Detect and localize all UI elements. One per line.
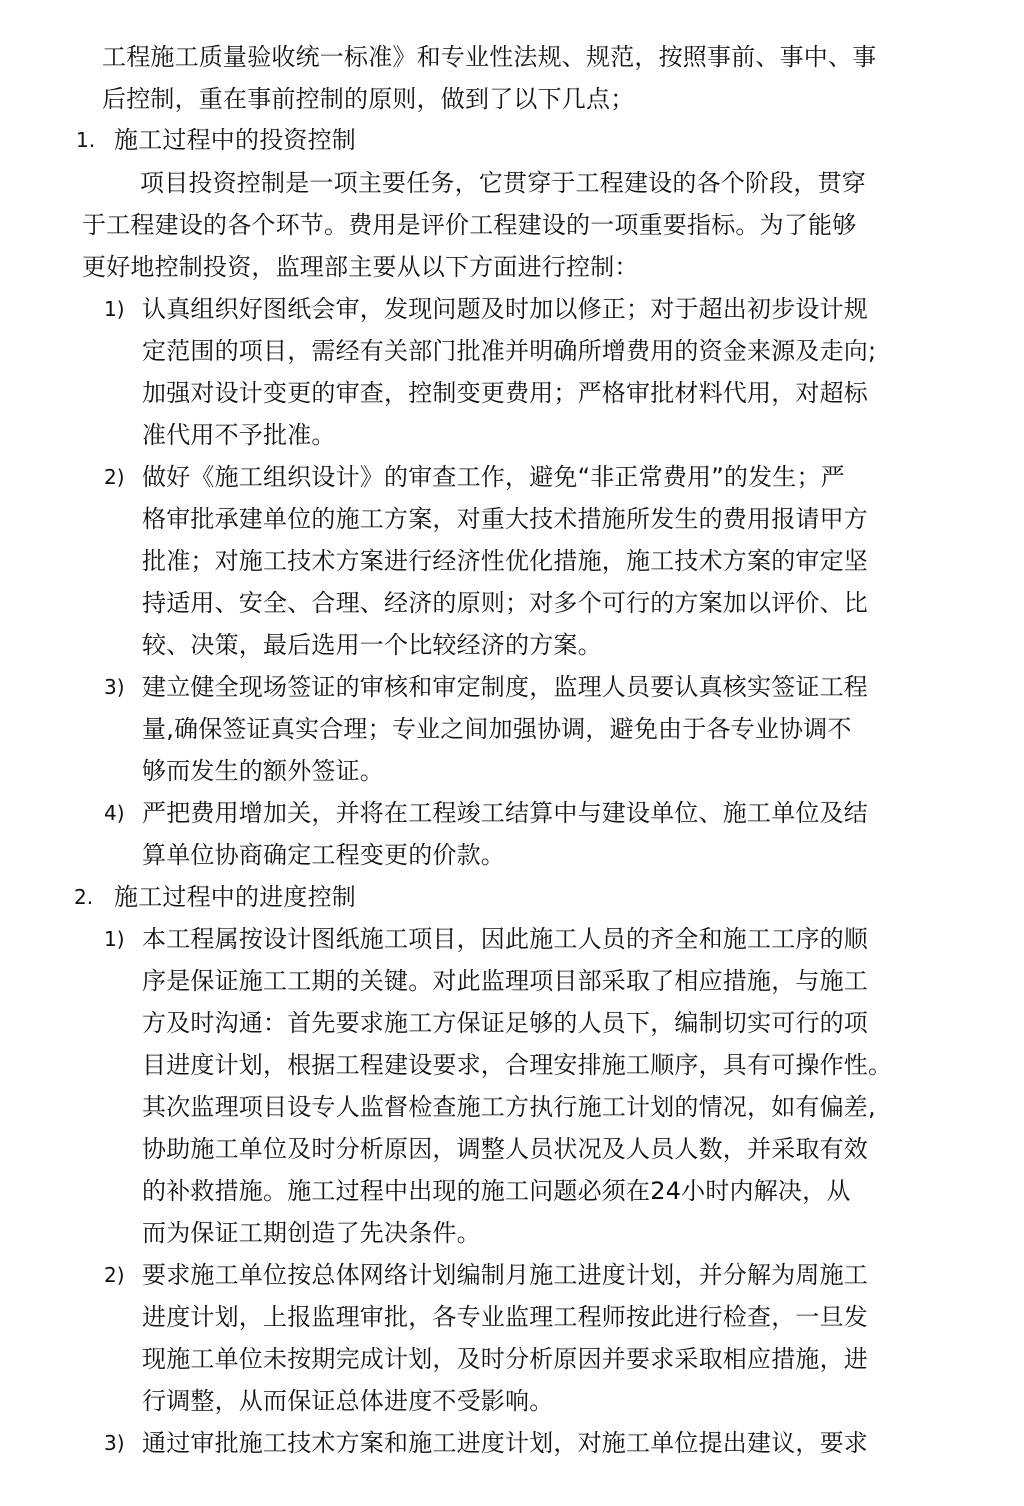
list-item-line: 严把费用增加关，并将在工程竣工结算中与建设单位、施工单位及结 bbox=[142, 799, 868, 827]
list-item-line: 格审批承建单位的施工方案，对重大技术措施所发生的费用报请甲方 bbox=[142, 505, 868, 533]
list-item-number: 3) bbox=[104, 1431, 125, 1455]
section-title: 施工过程中的投资控制 bbox=[114, 126, 356, 154]
list-item-number: 1) bbox=[104, 297, 125, 321]
list-item-number: 1) bbox=[104, 927, 125, 951]
paragraph-line: 项目投资控制是一项主要任务，它贯穿于工程建设的各个阶段，贯穿 bbox=[140, 169, 866, 197]
paragraph-line: 更好地控制投资，监理部主要从以下方面进行控制： bbox=[82, 253, 639, 281]
list-item-line: 量,确保签证真实合理；专业之间加强协调，避免由于各专业协调不 bbox=[142, 715, 852, 743]
list-item-line: 通过审批施工技术方案和施工进度计划，对施工单位提出建议，要求 bbox=[142, 1429, 868, 1457]
list-item-line: 建立健全现场签证的审核和审定制度，监理人员要认真核实签证工程 bbox=[142, 673, 868, 701]
intro-line: 工程施工质量验收统一标准》和专业性法规、规范，按照事前、事中、事 bbox=[102, 43, 877, 71]
intro-line: 后控制，重在事前控制的原则，做到了以下几点； bbox=[102, 85, 635, 113]
list-item-line: 较、决策，最后选用一个比较经济的方案。 bbox=[142, 631, 602, 659]
list-item-line: 行调整，从而保证总体进度不受影响。 bbox=[142, 1387, 554, 1415]
list-item-line: 进度计划，上报监理审批，各专业监理工程师按此进行检查，一旦发 bbox=[142, 1303, 868, 1331]
paragraph-line: 于工程建设的各个环节。费用是评价工程建设的一项重要指标。为了能够 bbox=[82, 211, 857, 239]
list-item-line: 目进度计划，根据工程建设要求，合理安排施工顺序，具有可操作性。 bbox=[142, 1051, 893, 1079]
list-item-line: 准代用不予批准。 bbox=[142, 421, 336, 449]
list-item-line: 要求施工单位按总体网络计划编制月施工进度计划，并分解为周施工 bbox=[142, 1261, 868, 1289]
list-item-number: 2) bbox=[104, 1263, 125, 1287]
list-item-line: 定范围的项目，需经有关部门批准并明确所增费用的资金来源及走向; bbox=[142, 337, 877, 365]
section-title: 施工过程中的进度控制 bbox=[114, 883, 356, 911]
section-number: 1. bbox=[76, 128, 96, 152]
list-item-line: 够而发生的额外签证。 bbox=[142, 757, 384, 785]
list-item-line: 做好《施工组织设计》的审查工作，避免“非正常费用”的发生；严 bbox=[142, 463, 845, 491]
list-item-number: 4) bbox=[104, 801, 125, 825]
list-item-line: 加强对设计变更的审查，控制变更费用；严格审批材料代用，对超标 bbox=[142, 379, 868, 407]
list-item-line: 序是保证施工工期的关键。对此监理项目部采取了相应措施，与施工 bbox=[142, 967, 868, 995]
list-item-line: 持适用、安全、合理、经济的原则；对多个可行的方案加以评价、比 bbox=[142, 589, 868, 617]
list-item-line: 的补救措施。施工过程中出现的施工问题必须在24小时内解决，从 bbox=[142, 1177, 851, 1205]
list-item-line: 而为保证工期创造了先决条件。 bbox=[142, 1219, 481, 1247]
list-item-line: 算单位协商确定工程变更的价款。 bbox=[142, 841, 505, 869]
list-item-line: 协助施工单位及时分析原因，调整人员状况及人员人数，并采取有效 bbox=[142, 1135, 868, 1163]
list-item-line: 本工程属按设计图纸施工项目，因此施工人员的齐全和施工工序的顺 bbox=[142, 925, 868, 953]
list-item-number: 2) bbox=[104, 465, 125, 489]
list-item-line: 方及时沟通：首先要求施工方保证足够的人员下，编制切实可行的项 bbox=[142, 1009, 868, 1037]
list-item-number: 3) bbox=[104, 675, 125, 699]
list-item-line: 其次监理项目设专人监督检查施工方执行施工计划的情况，如有偏差, bbox=[142, 1093, 876, 1121]
section-number: 2. bbox=[74, 885, 94, 909]
list-item-line: 认真组织好图纸会审，发现问题及时加以修正；对于超出初步设计规 bbox=[142, 295, 868, 323]
list-item-line: 批准；对施工技术方案进行经济性优化措施，施工技术方案的审定坚 bbox=[142, 547, 868, 575]
list-item-line: 现施工单位未按期完成计划，及时分析原因并要求采取相应措施，进 bbox=[142, 1345, 868, 1373]
